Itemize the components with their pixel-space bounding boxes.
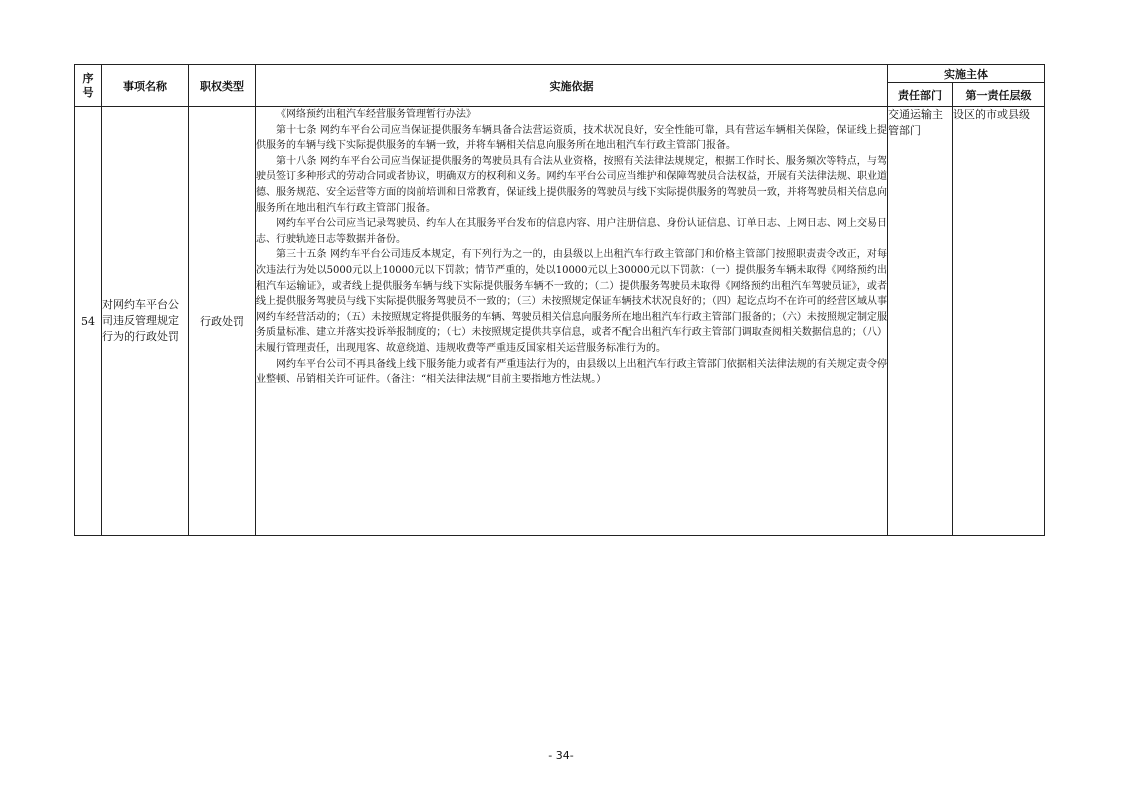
- row-basis: [256, 107, 888, 536]
- basis-title: 《网络预约出租汽车经营服务管理暂行办法》: [276, 109, 476, 120]
- header-dept: 责任部门: [888, 83, 953, 107]
- row-dept: 交通运输主管部门: [888, 107, 953, 536]
- header-seq: [75, 65, 102, 107]
- row-name: 对网约车平台公司违反管理规定行为的行政处罚: [102, 107, 189, 536]
- header-type: 职权类型: [189, 65, 256, 107]
- basis-article-17: 第十七条 网约车平台公司应当保证提供服务车辆具备合法营运资质，技术状况良好，安全性能可靠，具有营运车辆相关保险，保证线上提供服务的车辆与线下实际提供服务的车辆一致，并将车辆相关信息向服务所在地出租汽车行政主管部门报备。: [256, 124, 887, 152]
- row-seq: 54: [75, 107, 102, 536]
- table-row: [75, 107, 1045, 536]
- basis-data-record: 网约车平台公司应当记录驾驶员、约车人在其服务平台发布的信息内容、用户注册信息、身份认证信息、订单日志、上网日志、网上交易日志、行驶轨迹日志等数据并备份。: [256, 218, 887, 245]
- header-name: 事项名称: [102, 65, 189, 107]
- basis-revocation: 网约车平台公司不再具备线上线下服务能力或者有严重违法行为的，由县级以上出租汽车行政主管部门依据相关法律法规的有关规定责令停业整顿、吊销相关许可证件。（备注：“相关法律法规”目前主要指地方性法规。）: [256, 358, 887, 386]
- basis-article-35: 第三十五条 网约车平台公司违反本规定，有下列行为之一的，由县级以上出租汽车行政主管部门和价格主管部门按照职责责令改正，对每次违法行为处以5000元以上10000元以下罚款；情节严重的，处以10000元以上30000元以下罚款：（一）提供服务车辆未取得《网络预约出租汽车运输证》，或者线上提供服务车辆与线下实际提供服务车辆不一致的；（二）提供服务驾驶员未取得《网络预约出租汽车驾驶员证》，或者线上提供服务驾驶员与线下实际提供服务驾驶员不一致的；（三）未按照规定保证车辆技术状况良好的；（四）起讫点均不在许可的经营区域从事网约车经营活动的；（五）未按照规定将提供服务的车辆、驾驶员相关信息向服务所在地出租汽车行政主管部门报备的；（六）未按照规定制定服务质量标准、建立并落实投诉举报制度的；（七）未按照规定提供共享信息，或者不配合出租汽车行政主管部门调取查阅相关数据信息的；（八）未履行管理责任，出现甩客、故意绕道、违规收费等严重违反国家相关运营服务标准行为的。: [256, 249, 887, 354]
- header-level: 第一责任层级: [953, 83, 1045, 107]
- row-level: 设区的市或县级: [953, 107, 1045, 536]
- power-list-table: [74, 64, 1045, 536]
- page-number: - 34-: [548, 749, 574, 762]
- header-subject: 实施主体: [888, 65, 1045, 83]
- header-basis: 实施依据: [256, 65, 888, 107]
- row-type: 行政处罚: [189, 107, 256, 536]
- basis-article-18: 第十八条 网约车平台公司应当保证提供服务的驾驶员具有合法从业资格，按照有关法律法规规定，根据工作时长、服务频次等特点，与驾驶员签订多种形式的劳动合同或者协议，明确双方的权利和义务。网约车平台公司应当维护和保障驾驶员合法权益，开展有关法律法规、职业道德、服务规范、安全运营等方面的岗前培训和日常教育，保证线上提供服务的驾驶员与线下实际提供服务的驾驶员一致，并将驾驶员相关信息向服务所在地出租汽车行政主管部门报备。: [256, 155, 887, 214]
- header-seq-label: 序号: [82, 71, 94, 99]
